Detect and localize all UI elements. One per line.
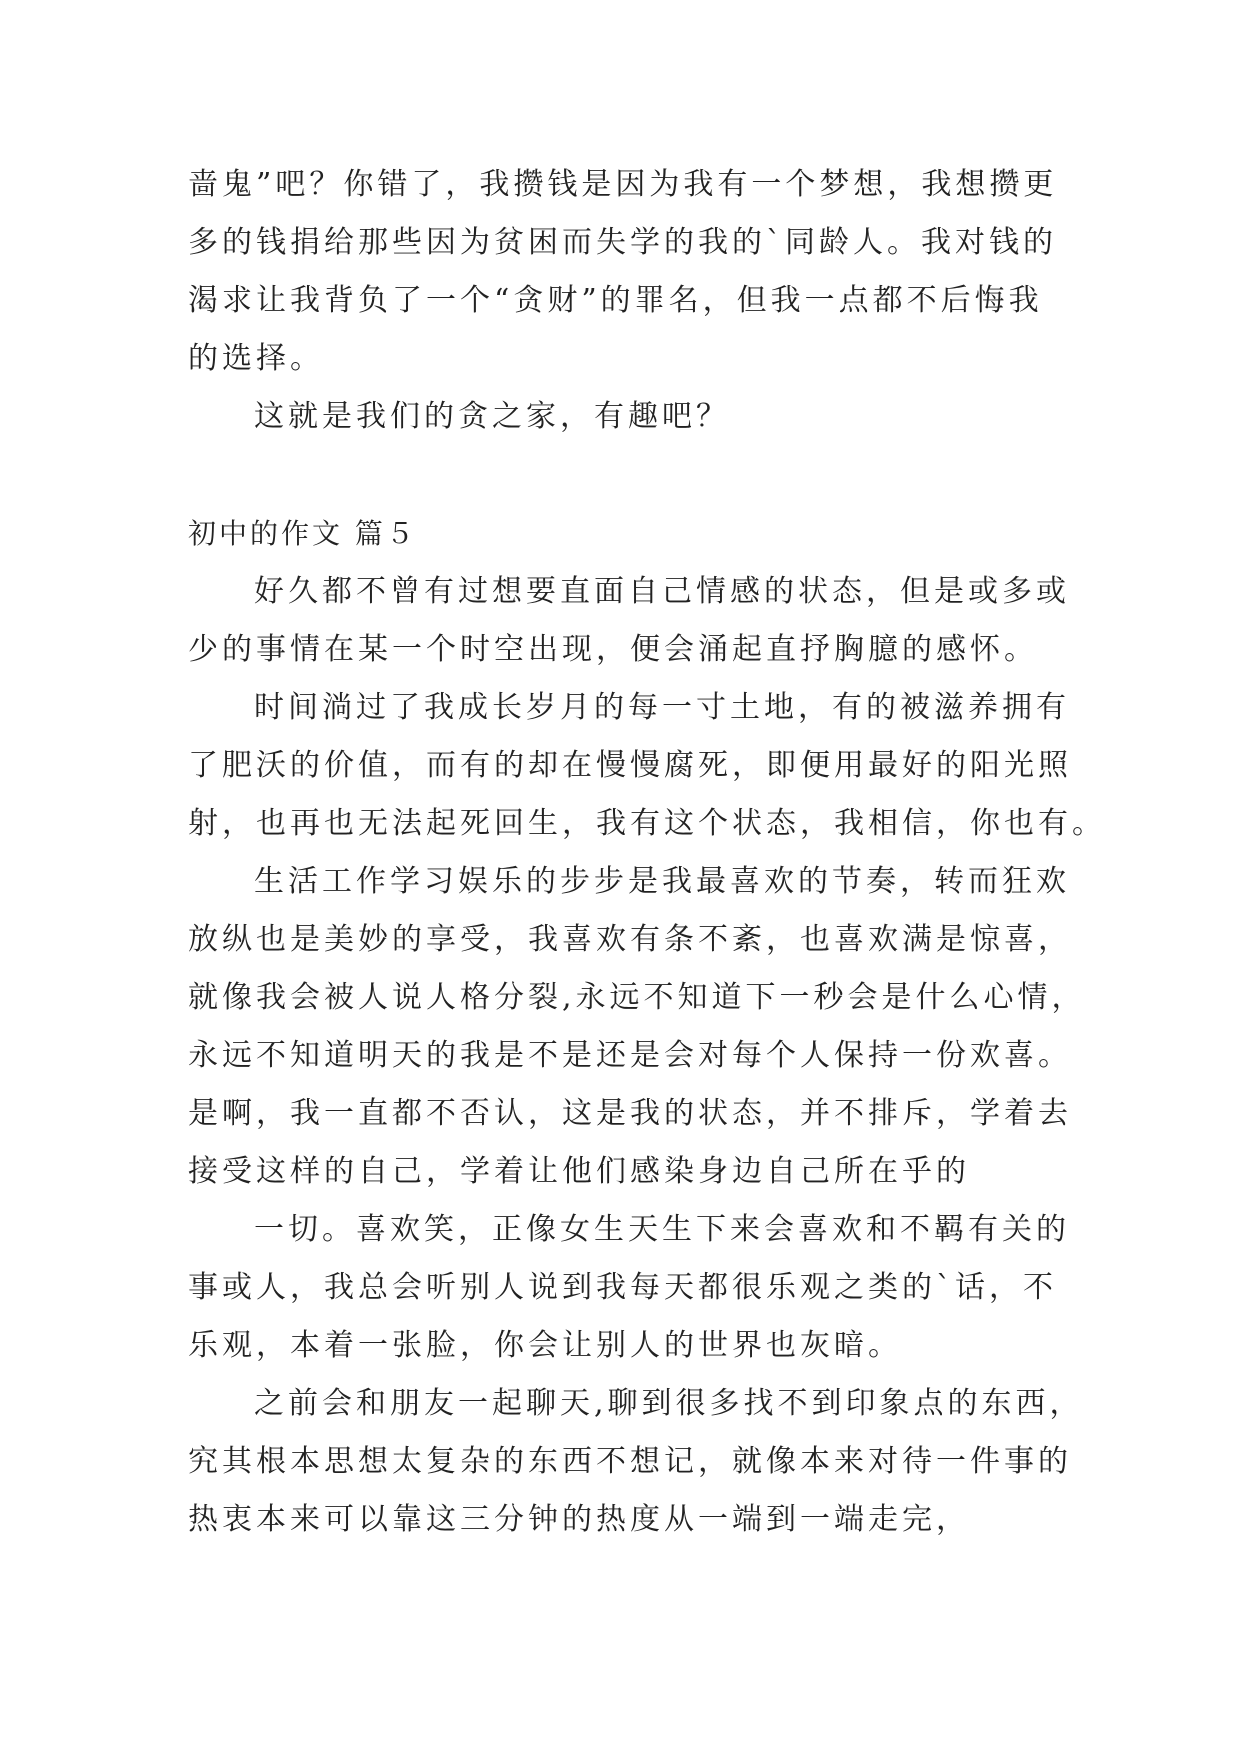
text-line: 多的钱捐给那些因为贫困而失学的我的`同龄人。我对钱的 (188, 225, 1057, 260)
text-line: 少的事情在某一个时空出现，便会涌起直抒胸臆的感怀。 (188, 632, 1038, 667)
text-line: 永远不知道明天的我是不是还是会对每个人保持一份欢喜。 (188, 1038, 1072, 1073)
text-line: 射，也再也无法起死回生，我有这个状态，我相信，你也有。 (188, 806, 1106, 841)
text-line: 好久都不曾有过想要直面自己情感的状态，但是或多或 (254, 574, 1070, 609)
text-line: 就像我会被人说人格分裂,永远不知道下一秒会是什么心情， (188, 980, 1086, 1015)
text-line: 渴求让我背负了一个“贪财”的罪名，但我一点都不后悔我 (188, 283, 1043, 318)
text-line: 时间淌过了我成长岁月的每一寸土地，有的被滋养拥有 (254, 690, 1070, 725)
text-line: 是啊，我一直都不否认，这是我的状态，并不排斥，学着去 (188, 1096, 1072, 1131)
text-line: 的选择。 (188, 341, 324, 376)
text-line: 这就是我们的贪之家，有趣吧？ (254, 399, 730, 434)
text-line: 之前会和朋友一起聊天,聊到很多找不到印象点的东西， (254, 1386, 1084, 1421)
section-heading: 初中的作文 篇５ (188, 517, 417, 550)
text-line: 放纵也是美妙的享受，我喜欢有条不紊，也喜欢满是惊喜， (188, 922, 1072, 957)
text-line: 生活工作学习娱乐的步步是我最喜欢的节奏，转而狂欢 (254, 864, 1070, 899)
text-line: 了肥沃的价值，而有的却在慢慢腐死，即便用最好的阳光照 (188, 748, 1072, 783)
text-line: 热衷本来可以靠这三分钟的热度从一端到一端走完， (188, 1502, 970, 1537)
text-line: 究其根本思想太复杂的东西不想记，就像本来对待一件事的 (188, 1444, 1072, 1479)
text-line: 事或人，我总会听别人说到我每天都很乐观之类的`话，不 (188, 1270, 1057, 1305)
text-line: 接受这样的自己，学着让他们感染身边自己所在乎的 (188, 1154, 970, 1189)
text-line: 乐观，本着一张脸，你会让别人的世界也灰暗。 (188, 1328, 902, 1363)
text-line: 啬鬼”吧？你错了，我攒钱是因为我有一个梦想，我想攒更 (188, 167, 1058, 202)
text-line: 一切。喜欢笑，正像女生天生下来会喜欢和不羁有关的 (254, 1212, 1070, 1247)
